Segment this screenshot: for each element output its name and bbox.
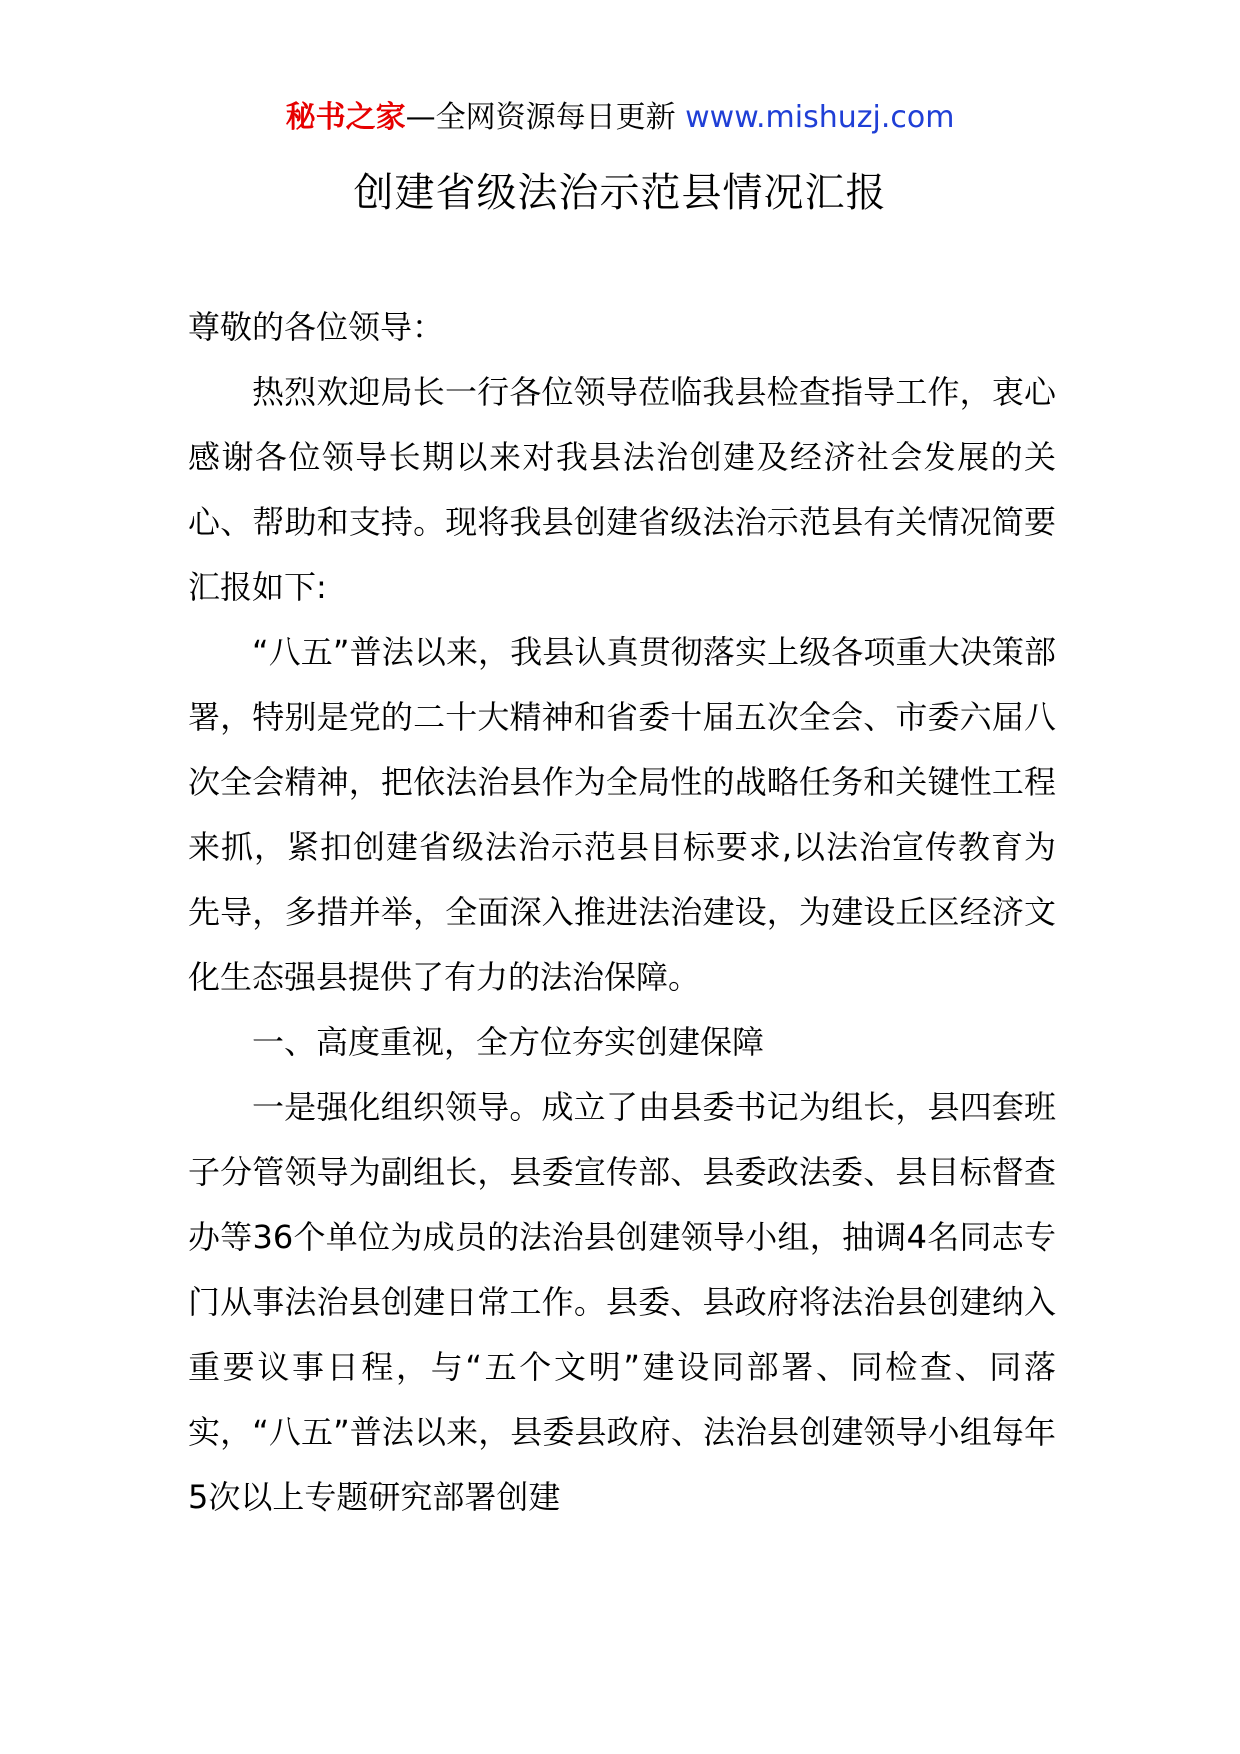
document-body	[188, 295, 1056, 1530]
site-url-link[interactable]: www.mishuzj.com	[685, 100, 955, 135]
salutation: 尊敬的各位领导：	[188, 308, 445, 346]
document-title: 创建省级法治示范县情况汇报	[353, 170, 887, 216]
paragraph-intro: 热烈欢迎局长一行各位领导莅临我县检查指导工作，衷心感谢各位领导长期以来对我县法治创建及经济社会发展的关心、帮助和支持。现将我县创建省级法治示范县有关情况简要汇报如下:	[188, 373, 1056, 606]
site-brand: 秘书之家	[285, 100, 406, 135]
section-heading-1: 一、高度重视，全方位夯实创建保障	[252, 1023, 765, 1061]
paragraph-organization: 一是强化组织领导。成立了由县委书记为组长，县四套班子分管领导为副组长，县委宣传部、县委政法委、县目标督查办等36个单位为成员的法治县创建领导小组，抽调4名同志专门从事法治县创建日常工作。县委、县政府将法治县创建纳入重要议事日程，与“五个文明”建设同部署、同检查、同落实，“八五”普法以来，县委县政府、法治县创建领导小组每年5次以上专题研究部署创建	[188, 1088, 1056, 1516]
site-header	[0, 98, 1240, 138]
site-tagline: —全网资源每日更新	[405, 100, 676, 135]
paragraph-overview: “八五”普法以来，我县认真贯彻落实上级各项重大决策部署，特别是党的二十大精神和省委十届五次全会、市委六届八次全会精神，把依法治县作为全局性的战略任务和关键性工程来抓，紧扣创建省级法治示范县目标要求,以法治宣传教育为先导，多措并举，全面深入推进法治建设，为建设丘区经济文化生态强县提供了有力的法治保障。	[188, 633, 1056, 996]
